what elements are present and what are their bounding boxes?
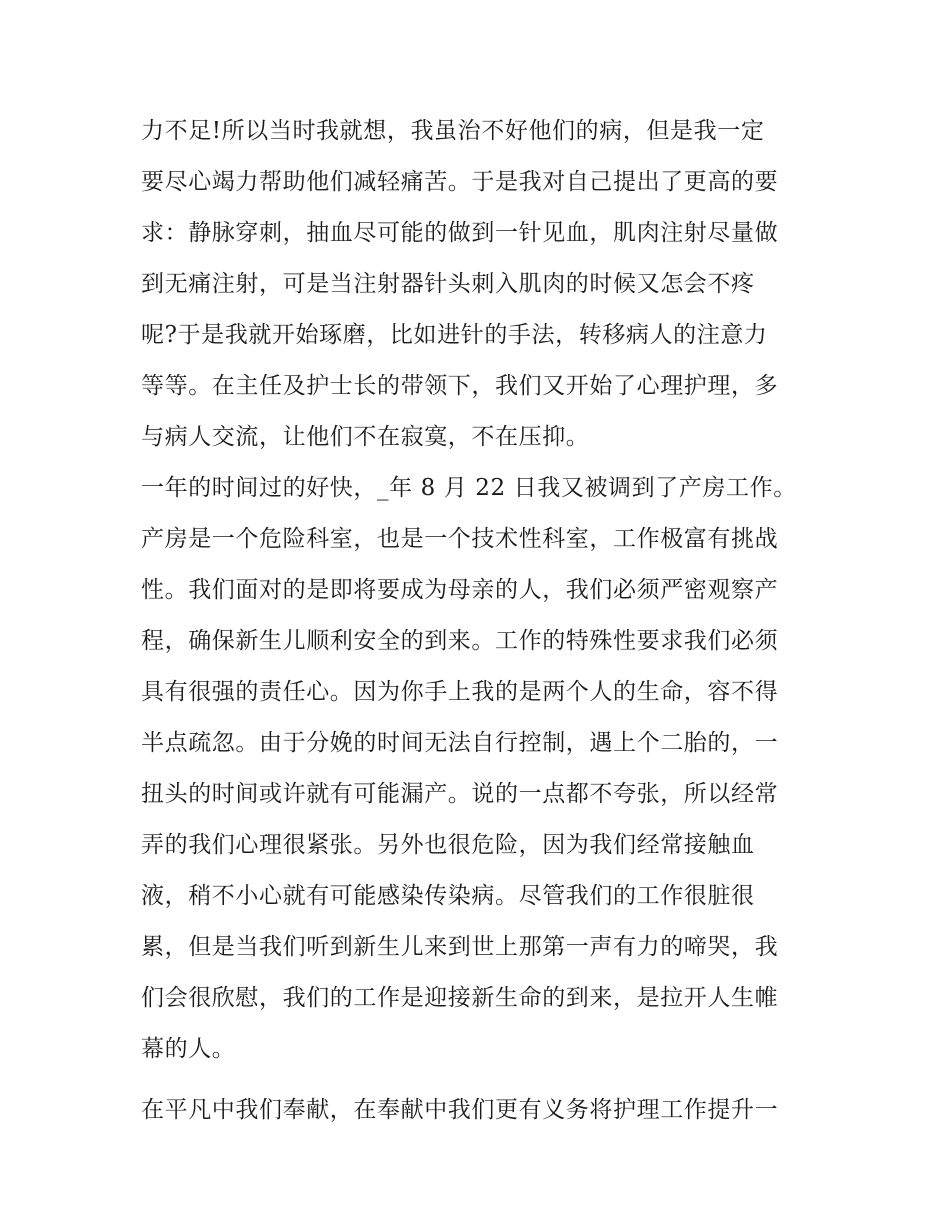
text-line: 等等。在主任及护士长的带领下，我们又开始了心理护理，多 (141, 373, 779, 399)
paragraph-2 (141, 463, 813, 1075)
paragraph-3 (141, 1085, 813, 1136)
text-line: 求：静脉穿刺，抽血尽可能的做到一针见血，肌肉注射尽量做 (141, 220, 779, 246)
text-line: 性。我们面对的是即将要成为母亲的人，我们必须严密观察产 (141, 577, 779, 603)
text-line: 们会很欣慰，我们的工作是迎接新生命的到来，是拉开人生帷 (141, 985, 779, 1011)
paragraph-1 (141, 106, 813, 463)
text-line: 呢?于是我就开始琢磨，比如进针的手法，转移病人的注意力 (141, 322, 768, 348)
text-line: 产房是一个危险科室，也是一个技术性科室，工作极富有挑战 (141, 526, 779, 552)
text-line: 液，稍不小心就有可能感染传染病。尽管我们的工作很脏很 (141, 883, 755, 909)
document-body (141, 106, 813, 1136)
text-line: 程，确保新生儿顺利安全的到来。工作的特殊性要求我们必须 (141, 628, 779, 654)
text-line: 要尽心竭力帮助他们减轻痛苦。于是我对自己提出了更高的要 (141, 169, 779, 195)
text-line: 具有很强的责任心。因为你手上我的是两个人的生命，容不得 (141, 679, 779, 705)
paragraph-spacing (141, 1075, 813, 1085)
text-line: 在平凡中我们奉献，在奉献中我们更有义务将护理工作提升一 (141, 1097, 779, 1123)
text-line: 力不足!所以当时我就想，我虽治不好他们的病，但是我一定 (141, 118, 765, 144)
text-line: 弄的我们心理很紧张。另外也很危险，因为我们经常接触血 (141, 832, 755, 858)
text-line: 与病人交流，让他们不在寂寞，不在压抑。 (141, 424, 590, 450)
text-line: 累，但是当我们听到新生儿来到世上那第一声有力的啼哭，我 (141, 934, 779, 960)
text-line: 幕的人。 (141, 1036, 236, 1062)
text-line: 一年的时间过的好快，_年 8 月 22 日我又被调到了产房工作。 (141, 475, 797, 501)
text-line: 扭头的时间或许就有可能漏产。说的一点都不夸张，所以经常 (141, 781, 779, 807)
text-line: 到无痛注射，可是当注射器针头刺入肌肉的时候又怎会不疼 (141, 271, 755, 297)
text-line: 半点疏忽。由于分娩的时间无法自行控制，遇上个二胎的，一 (141, 730, 779, 756)
